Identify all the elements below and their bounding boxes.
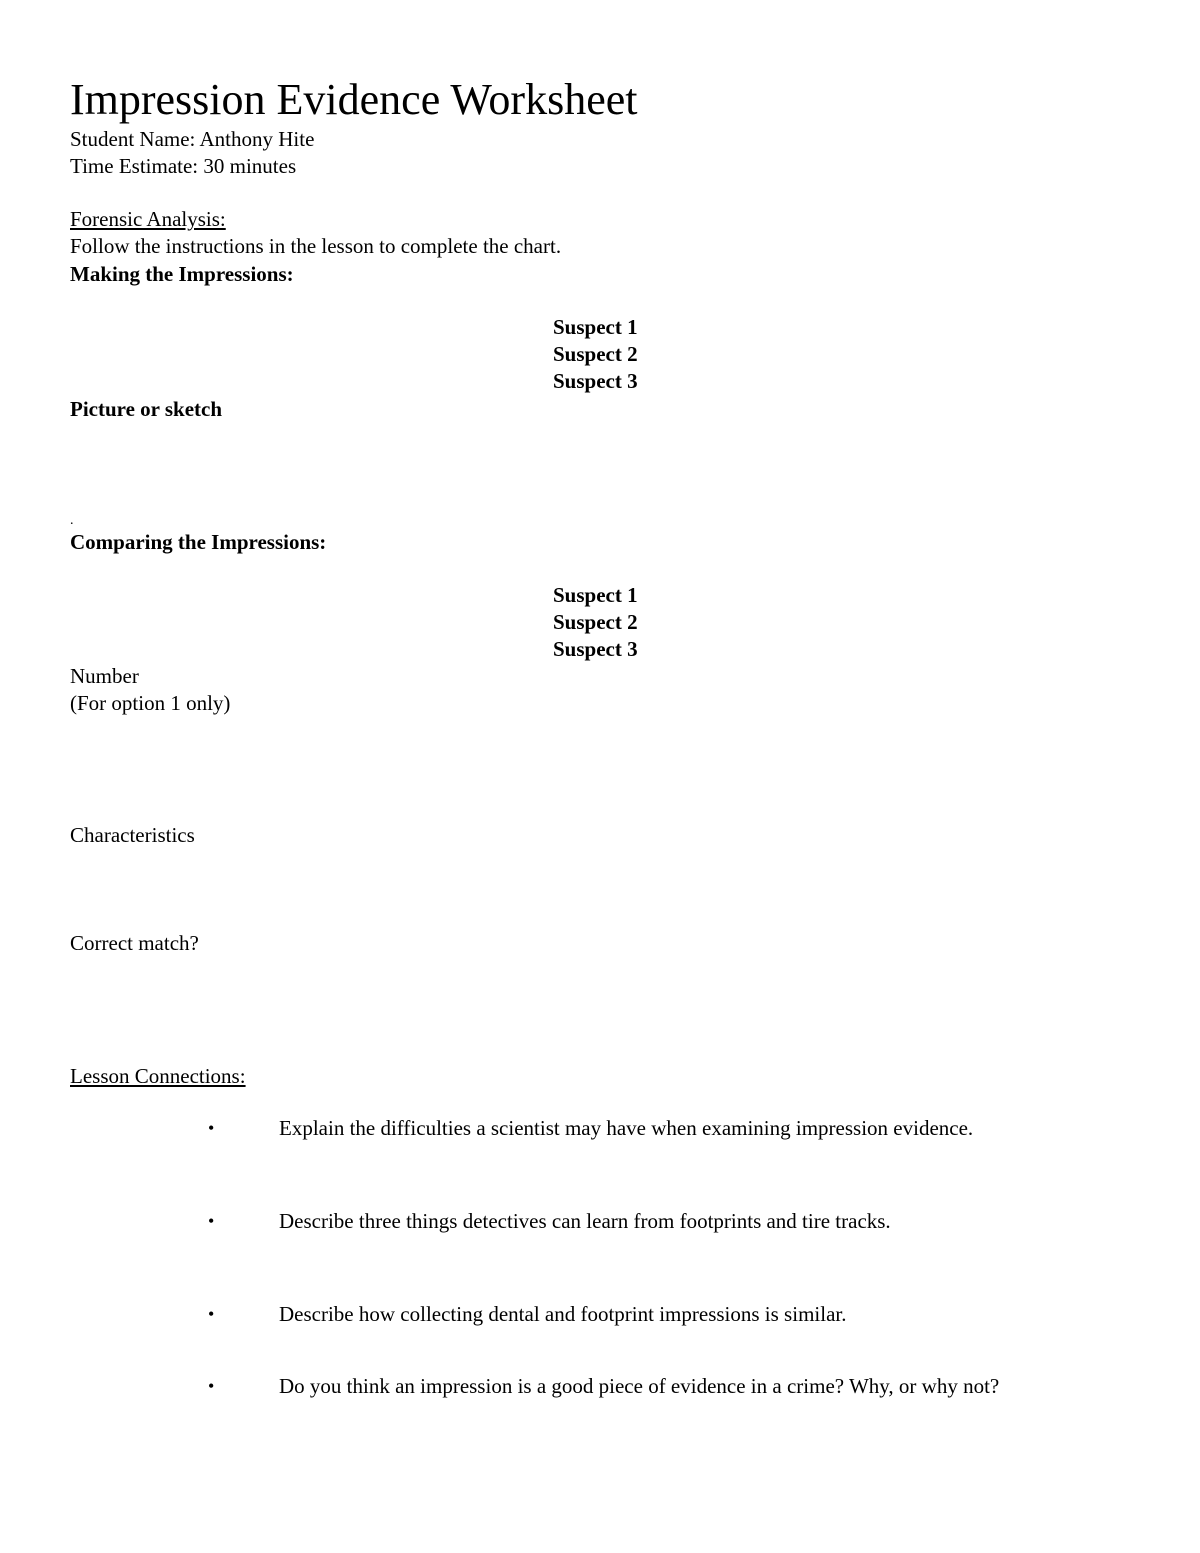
bullet-icon: •: [208, 1376, 215, 1396]
lesson-question-4: Do you think an impression is a good piece of evidence in a crime? Why, or why not?: [279, 1374, 1000, 1398]
correct-match-label: Correct match?: [70, 931, 199, 955]
time-estimate: Time Estimate: 30 minutes: [70, 154, 297, 178]
lesson-question-2: Describe three things detectives can learn from footprints and tire tracks.: [279, 1209, 891, 1233]
picture-or-sketch-label: Picture or sketch: [70, 397, 223, 421]
bullet-icon: •: [208, 1118, 215, 1138]
comparing-suspect-2-header: Suspect 2: [553, 610, 638, 634]
comparing-suspect-3-header: Suspect 3: [553, 637, 638, 661]
forensic-analysis-heading: Forensic Analysis:: [70, 207, 226, 231]
number-note: (For option 1 only): [70, 691, 231, 715]
page-title: Impression Evidence Worksheet: [70, 75, 638, 124]
comparing-impressions-heading: Comparing the Impressions:: [70, 530, 327, 554]
lesson-question-1: Explain the difficulties a scientist may have when examining impression evidence.: [279, 1116, 974, 1140]
instructions-text: Follow the instructions in the lesson to complete the chart.: [70, 234, 562, 258]
lesson-connections-heading: Lesson Connections:: [70, 1064, 246, 1088]
making-suspect-2-header: Suspect 2: [553, 342, 638, 366]
bullet-icon: •: [208, 1304, 215, 1324]
bullet-icon: •: [208, 1211, 215, 1231]
making-impressions-heading: Making the Impressions:: [70, 262, 294, 286]
number-label: Number: [70, 664, 139, 688]
lesson-question-3: Describe how collecting dental and footprint impressions is similar.: [279, 1302, 847, 1326]
characteristics-label: Characteristics: [70, 823, 195, 847]
comparing-suspect-1-header: Suspect 1: [553, 583, 638, 607]
making-suspect-3-header: Suspect 3: [553, 369, 638, 393]
making-suspect-1-header: Suspect 1: [553, 315, 638, 339]
stray-mark: .: [70, 513, 74, 528]
student-name: Student Name: Anthony Hite: [70, 127, 315, 151]
